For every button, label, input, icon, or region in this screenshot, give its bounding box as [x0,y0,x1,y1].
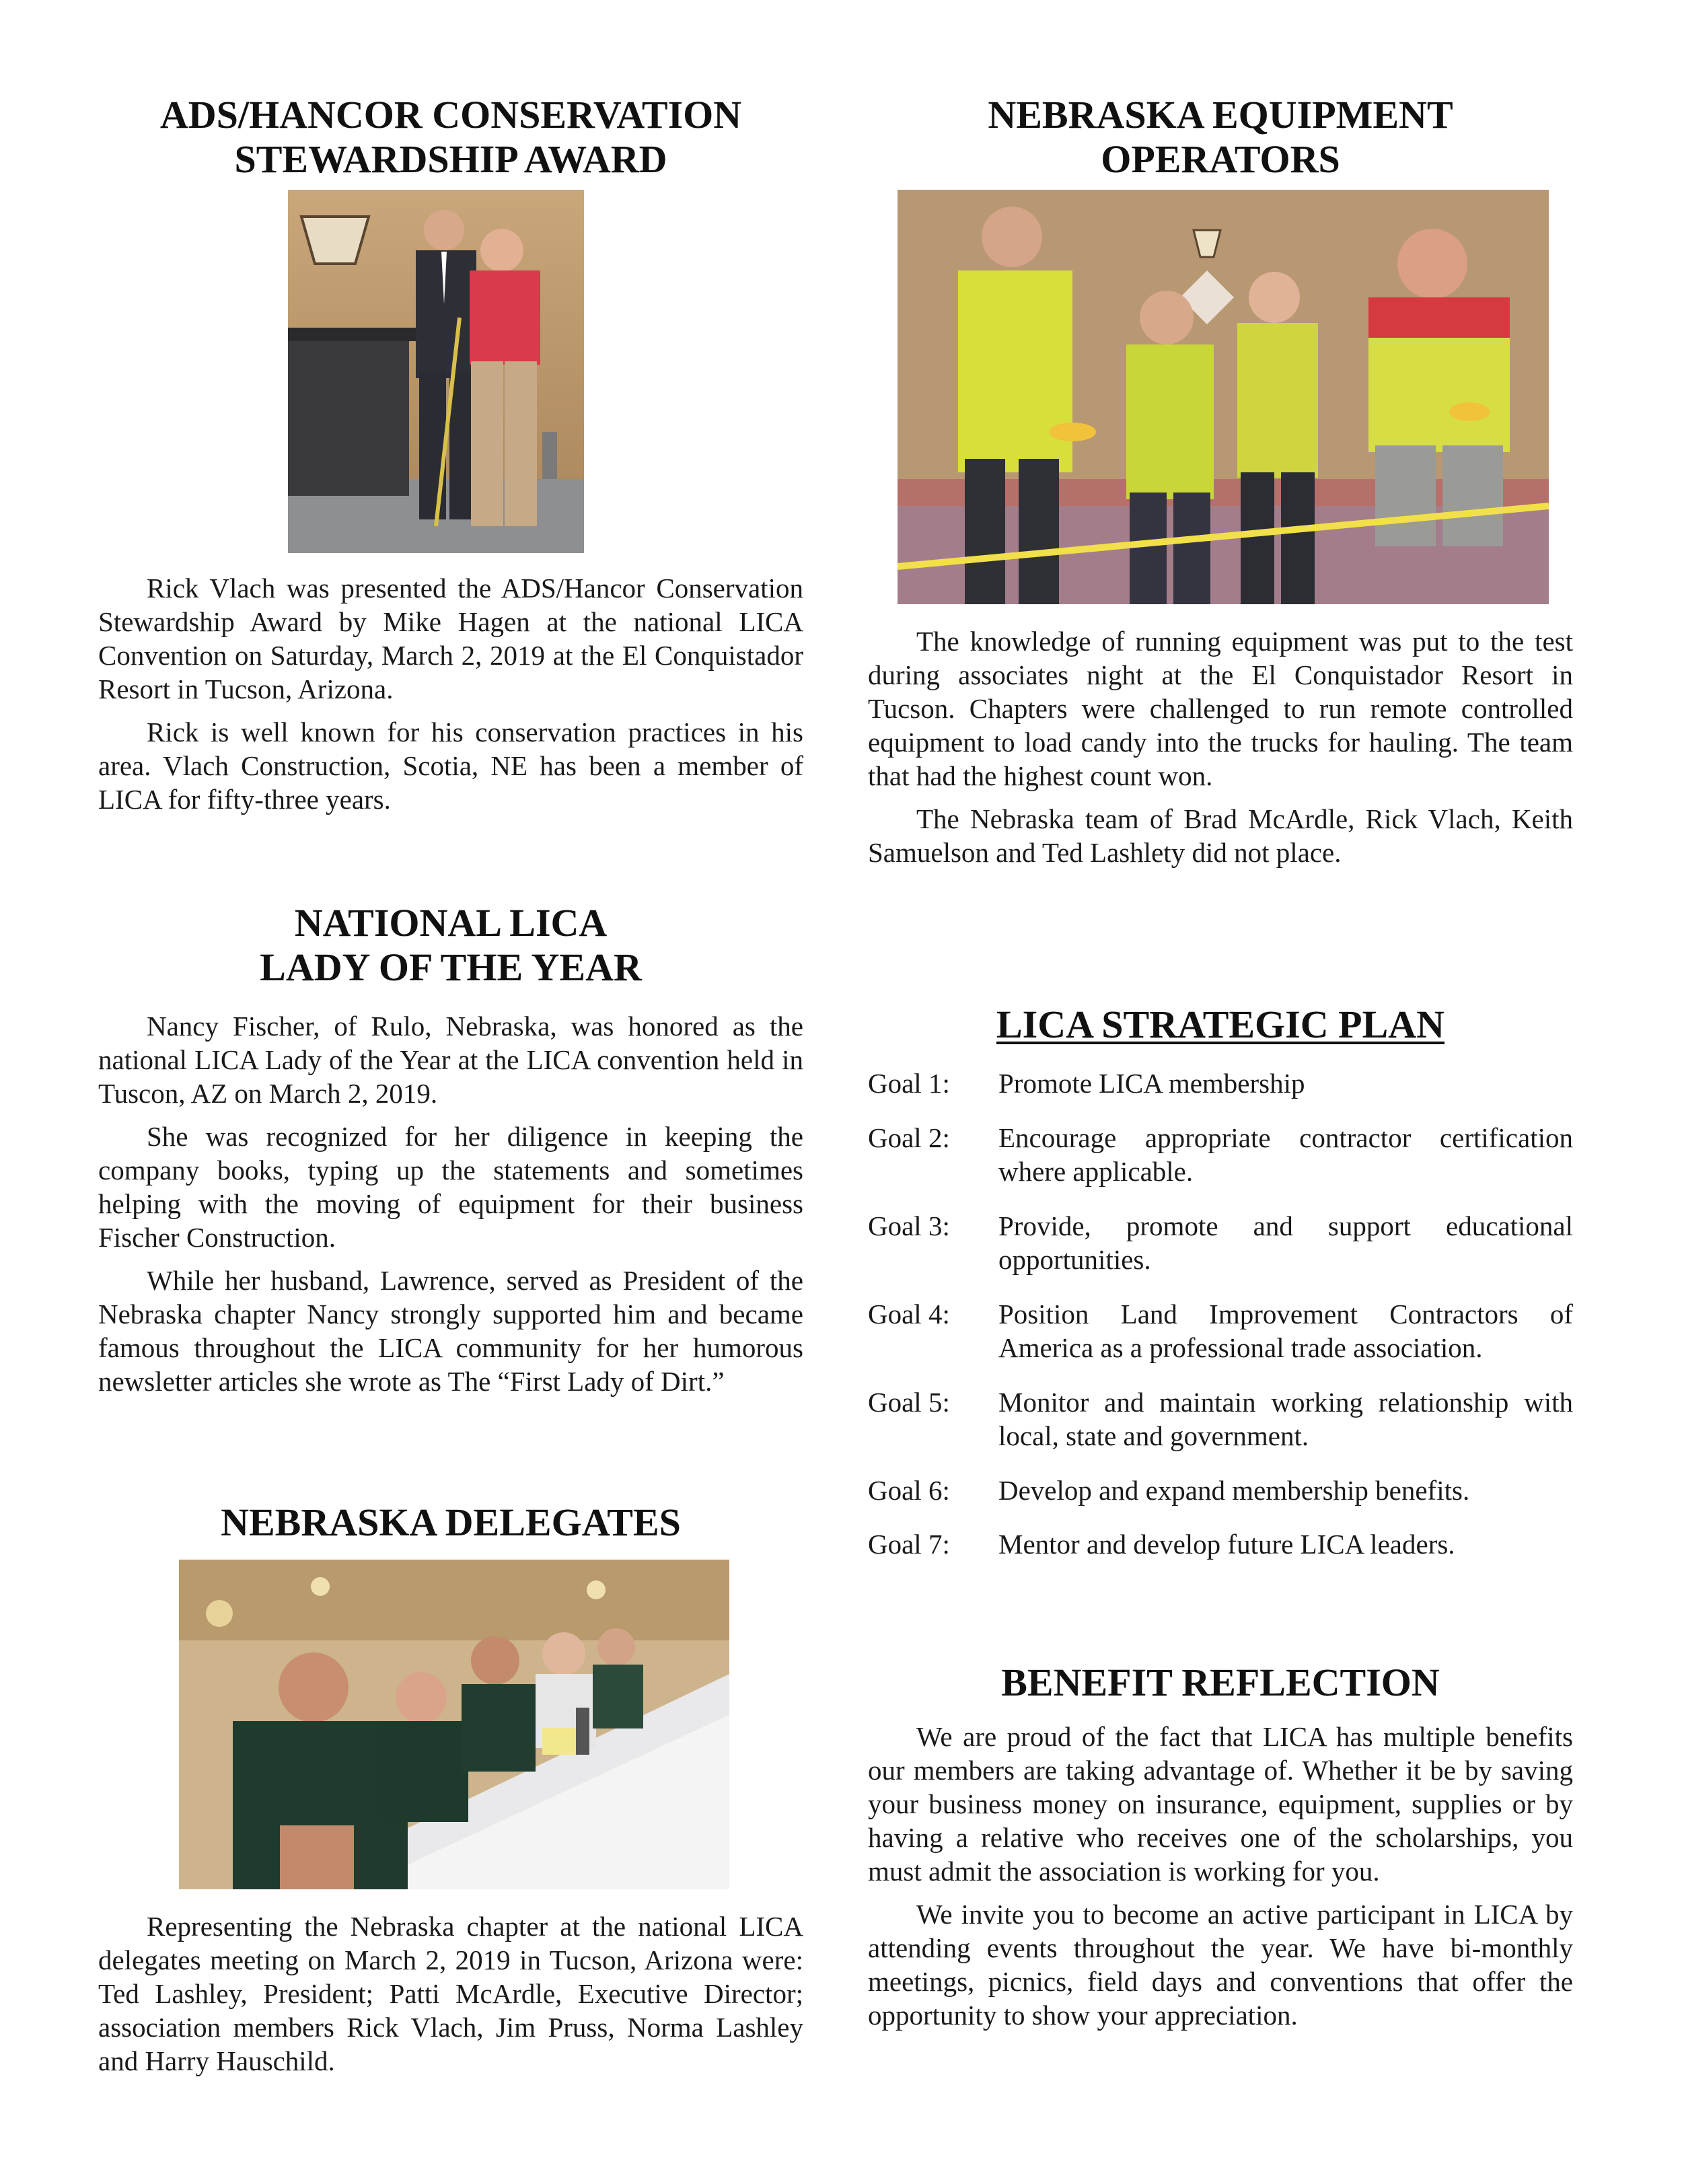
benefit-title: BENEFIT REFLECTION [1001,1661,1440,1704]
benefit-body [868,1720,1573,2032]
lady-of-year-heading [98,901,803,990]
ads-award-body [98,571,803,816]
operators-paragraph-2: The Nebraska team of Brad McArdle, Rick Vlach, Keith Samuelson and Ted Lashlety did not place. [868,803,1573,868]
delegates-body [98,1909,803,2078]
benefit-paragraph-1: We are proud of the fact that LICA has multiple benefits our members are taking advantage of. Whether it be by saving your business money on insurance, equipment, supplies or by having a relative who receives one of the scholarships, you must admit the association is working for you. [868,1721,1573,1887]
operators-paragraph-1: The knowledge of running equipment was put to the test during associates night at the El Conquistador Resort in Tucson. Chapters were challenged to run remote controlled equipment to load candy into the trucks for hauling. The team that had the highest count won. [868,626,1573,791]
lady-paragraph-1: Nancy Fischer, of Rulo, Nebraska, was honored as the national LICA Lady of the Year at the LICA convention held in Tuscon, AZ on March 2, 2019. [98,1011,803,1109]
operators-heading [868,93,1573,182]
ads-award-paragraph-2: Rick is well known for his conservation practices in his area. Vlach Construction, Scotia, NE has been a member of LICA for fifty-three years. [98,717,803,815]
equipment-operators-photo [898,190,1549,604]
goal-text: Provide, promote and support educational opportunities. [998,1210,1573,1275]
goal-label: Goal 3: [868,1210,950,1241]
delegates-meeting-photo [179,1560,729,1889]
goal-label: Goal 6: [868,1475,950,1506]
delegates-heading [98,1500,803,1545]
operators-title-line1: NEBRASKA EQUIPMENT [988,93,1453,137]
operators-title-line2: OPERATORS [1101,137,1340,181]
strategic-plan-heading [868,1003,1573,1047]
goal-text: Monitor and maintain working relationship with local, state and government. [998,1387,1573,1451]
goal-text: Develop and expand membership benefits. [998,1475,1470,1506]
lady-title-line2: LADY OF THE YEAR [260,945,642,989]
lady-paragraph-2: She was recognized for her diligence in keeping the company books, typing up the statements and sometimes helping with the moving of equipment for their business Fischer Construction. [98,1121,803,1253]
goal-label: Goal 7: [868,1529,950,1560]
award-presentation-photo [288,190,584,553]
lady-of-year-body [98,1009,803,1398]
goal-text: Position Land Improvement Contractors of America as a professional trade association. [998,1299,1573,1363]
ads-award-title-line1: ADS/HANCOR CONSERVATION [159,93,742,137]
goal-text: Mentor and develop future LICA leaders. [998,1529,1455,1560]
strategic-plan-title: LICA STRATEGIC PLAN [996,1003,1445,1046]
lady-paragraph-3: While her husband, Lawrence, served as President of the Nebraska chapter Nancy strongly supported him and became famous throughout the LICA community for her humorous newsletter articles she wrote as The “First Lady of Dirt.” [98,1265,803,1397]
goal-label: Goal 2: [868,1122,950,1153]
lady-title-line1: NATIONAL LICA [294,901,608,945]
goal-label: Goal 5: [868,1387,950,1418]
delegates-paragraph-1: Representing the Nebraska chapter at the national LICA delegates meeting on March 2, 2019 in Tucson, Arizona were: Ted Lashley, President; Patti McArdle, Executive Director; association members Rick Vlach, Jim Pruss, Norma Lashley and Harry Hauschild. [98,1911,803,2076]
ads-award-heading [98,93,803,182]
ads-award-title-line2: STEWARDSHIP AWARD [234,137,667,181]
goal-label: Goal 4: [868,1299,950,1330]
goal-text: Encourage appropriate contractor certification where applicable. [998,1122,1573,1187]
delegates-title: NEBRASKA DELEGATES [221,1500,681,1544]
benefit-paragraph-2: We invite you to become an active participant in LICA by attending events throughout the year. We have bi-monthly meetings, picnics, field days and conventions that offer the opportunity to show your appreciation. [868,1899,1573,2031]
goal-text: Promote LICA membership [998,1068,1305,1099]
operators-body [868,624,1573,869]
benefit-heading [868,1661,1573,1705]
ads-award-paragraph-1: Rick Vlach was presented the ADS/Hancor Conservation Stewardship Award by Mike Hagen at the national LICA Convention on Saturday, March 2, 2019 at the El Conquistador Resort in Tucson, Arizona. [98,573,803,704]
goal-label: Goal 1: [868,1068,950,1099]
